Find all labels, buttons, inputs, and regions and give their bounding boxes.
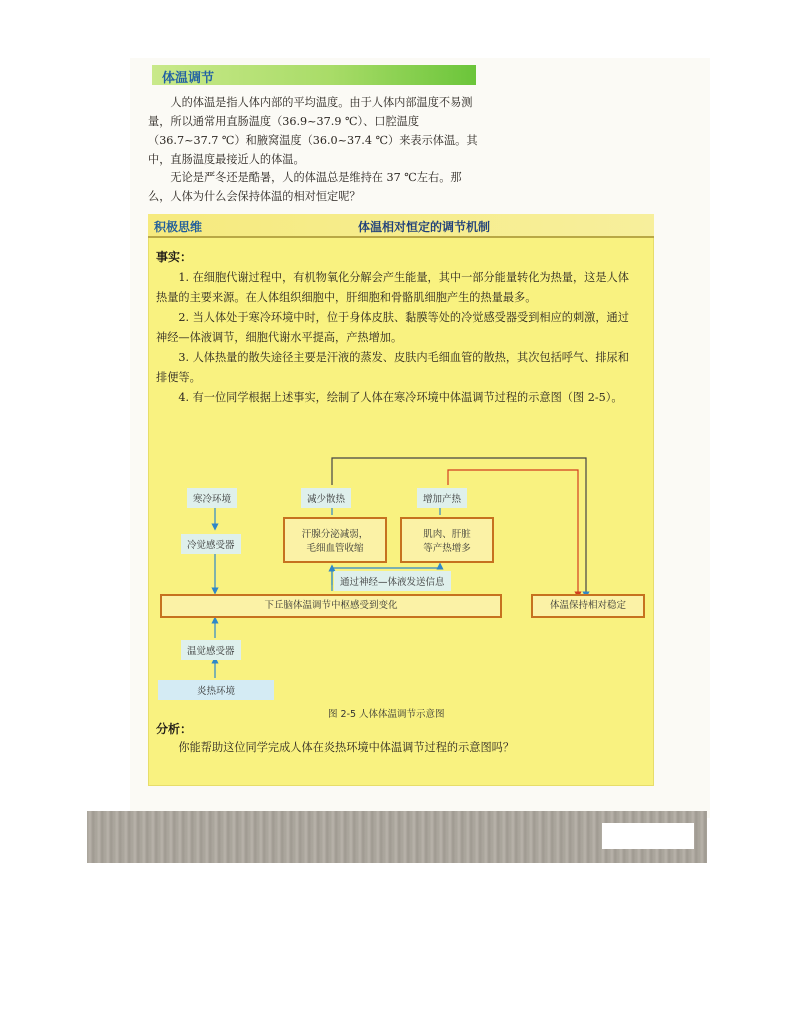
box-sweat-capillary: 汗腺分泌减弱， 毛细血管收缩: [283, 517, 387, 563]
label-cold-receptor: 冷觉感受器: [181, 534, 241, 554]
figure-caption: 图 2-5 人体体温调节示意图: [328, 709, 445, 720]
fact-2: 2. 当人体处于寒冷环境中时，位于身体皮肤、黏膜等处的冷觉感受器受到相应的刺激，通过神经—体液调节，细胞代谢水平提高，产热增加。: [156, 311, 629, 344]
label-hot-env: 炎热环境: [158, 680, 274, 700]
box-muscle-liver: 肌肉、肝脏 等产热增多: [400, 517, 494, 563]
label-neuro-signal: 通过神经—体液发送信息: [334, 571, 451, 591]
fact-1: 1. 在细胞代谢过程中，有机物氧化分解会产生能量，其中一部分能量转化为热量，这是人体热量的主要来源。在人体组织细胞中，肝细胞和骨骼肌细胞产生的热量最多。: [156, 271, 629, 304]
box-hypothalamus: 下丘脑体温调节中枢感受到变化: [160, 594, 502, 618]
fact-4: 4. 有一位同学根据上述事实，绘制了人体在寒冷环境中体温调节过程的示意图（图 2-5）。: [178, 391, 623, 404]
analysis-heading: 分析：: [156, 722, 193, 736]
fact-3: 3. 人体热量的散失途径主要是汗液的蒸发、皮肤内毛细血管的散热，其次包括呼气、排尿和排便等。: [156, 351, 629, 384]
label-increase-heat: 增加产热: [417, 488, 467, 508]
analysis-text: 你能帮助这位同学完成人体在炎热环境中体温调节过程的示意图吗？: [178, 741, 515, 754]
facts-heading: 事实：: [156, 250, 193, 264]
intro-paragraph-2: 无论是严冬还是酷暑，人的体温总是维持在 37 ℃左右。那么，人体为什么会保持体温的相对恒定呢？: [148, 171, 462, 203]
label-warm-receptor: 温觉感受器: [181, 640, 241, 660]
scan-white-patch: [602, 823, 694, 849]
label-reduce-heat-loss: 减少散热: [301, 488, 351, 508]
box-temperature-stable: 体温保持相对稳定: [531, 594, 645, 618]
section-title: 体温调节: [162, 71, 215, 86]
box-tag: 积极思维: [154, 220, 203, 234]
box-title: 体温相对恒定的调节机制: [358, 220, 491, 234]
label-cold-env: 寒冷环境: [187, 488, 237, 508]
intro-paragraph-1: 人的体温是指人体内部的平均温度。由于人体内部温度不易测量，所以通常用直肠温度（36.9~37.9 ℃）、口腔温度（36.7~37.7 ℃）和腋窝温度（36.0~37.4 ℃）来表示体温。其中，直肠温度最接近人的体温。: [148, 96, 478, 166]
